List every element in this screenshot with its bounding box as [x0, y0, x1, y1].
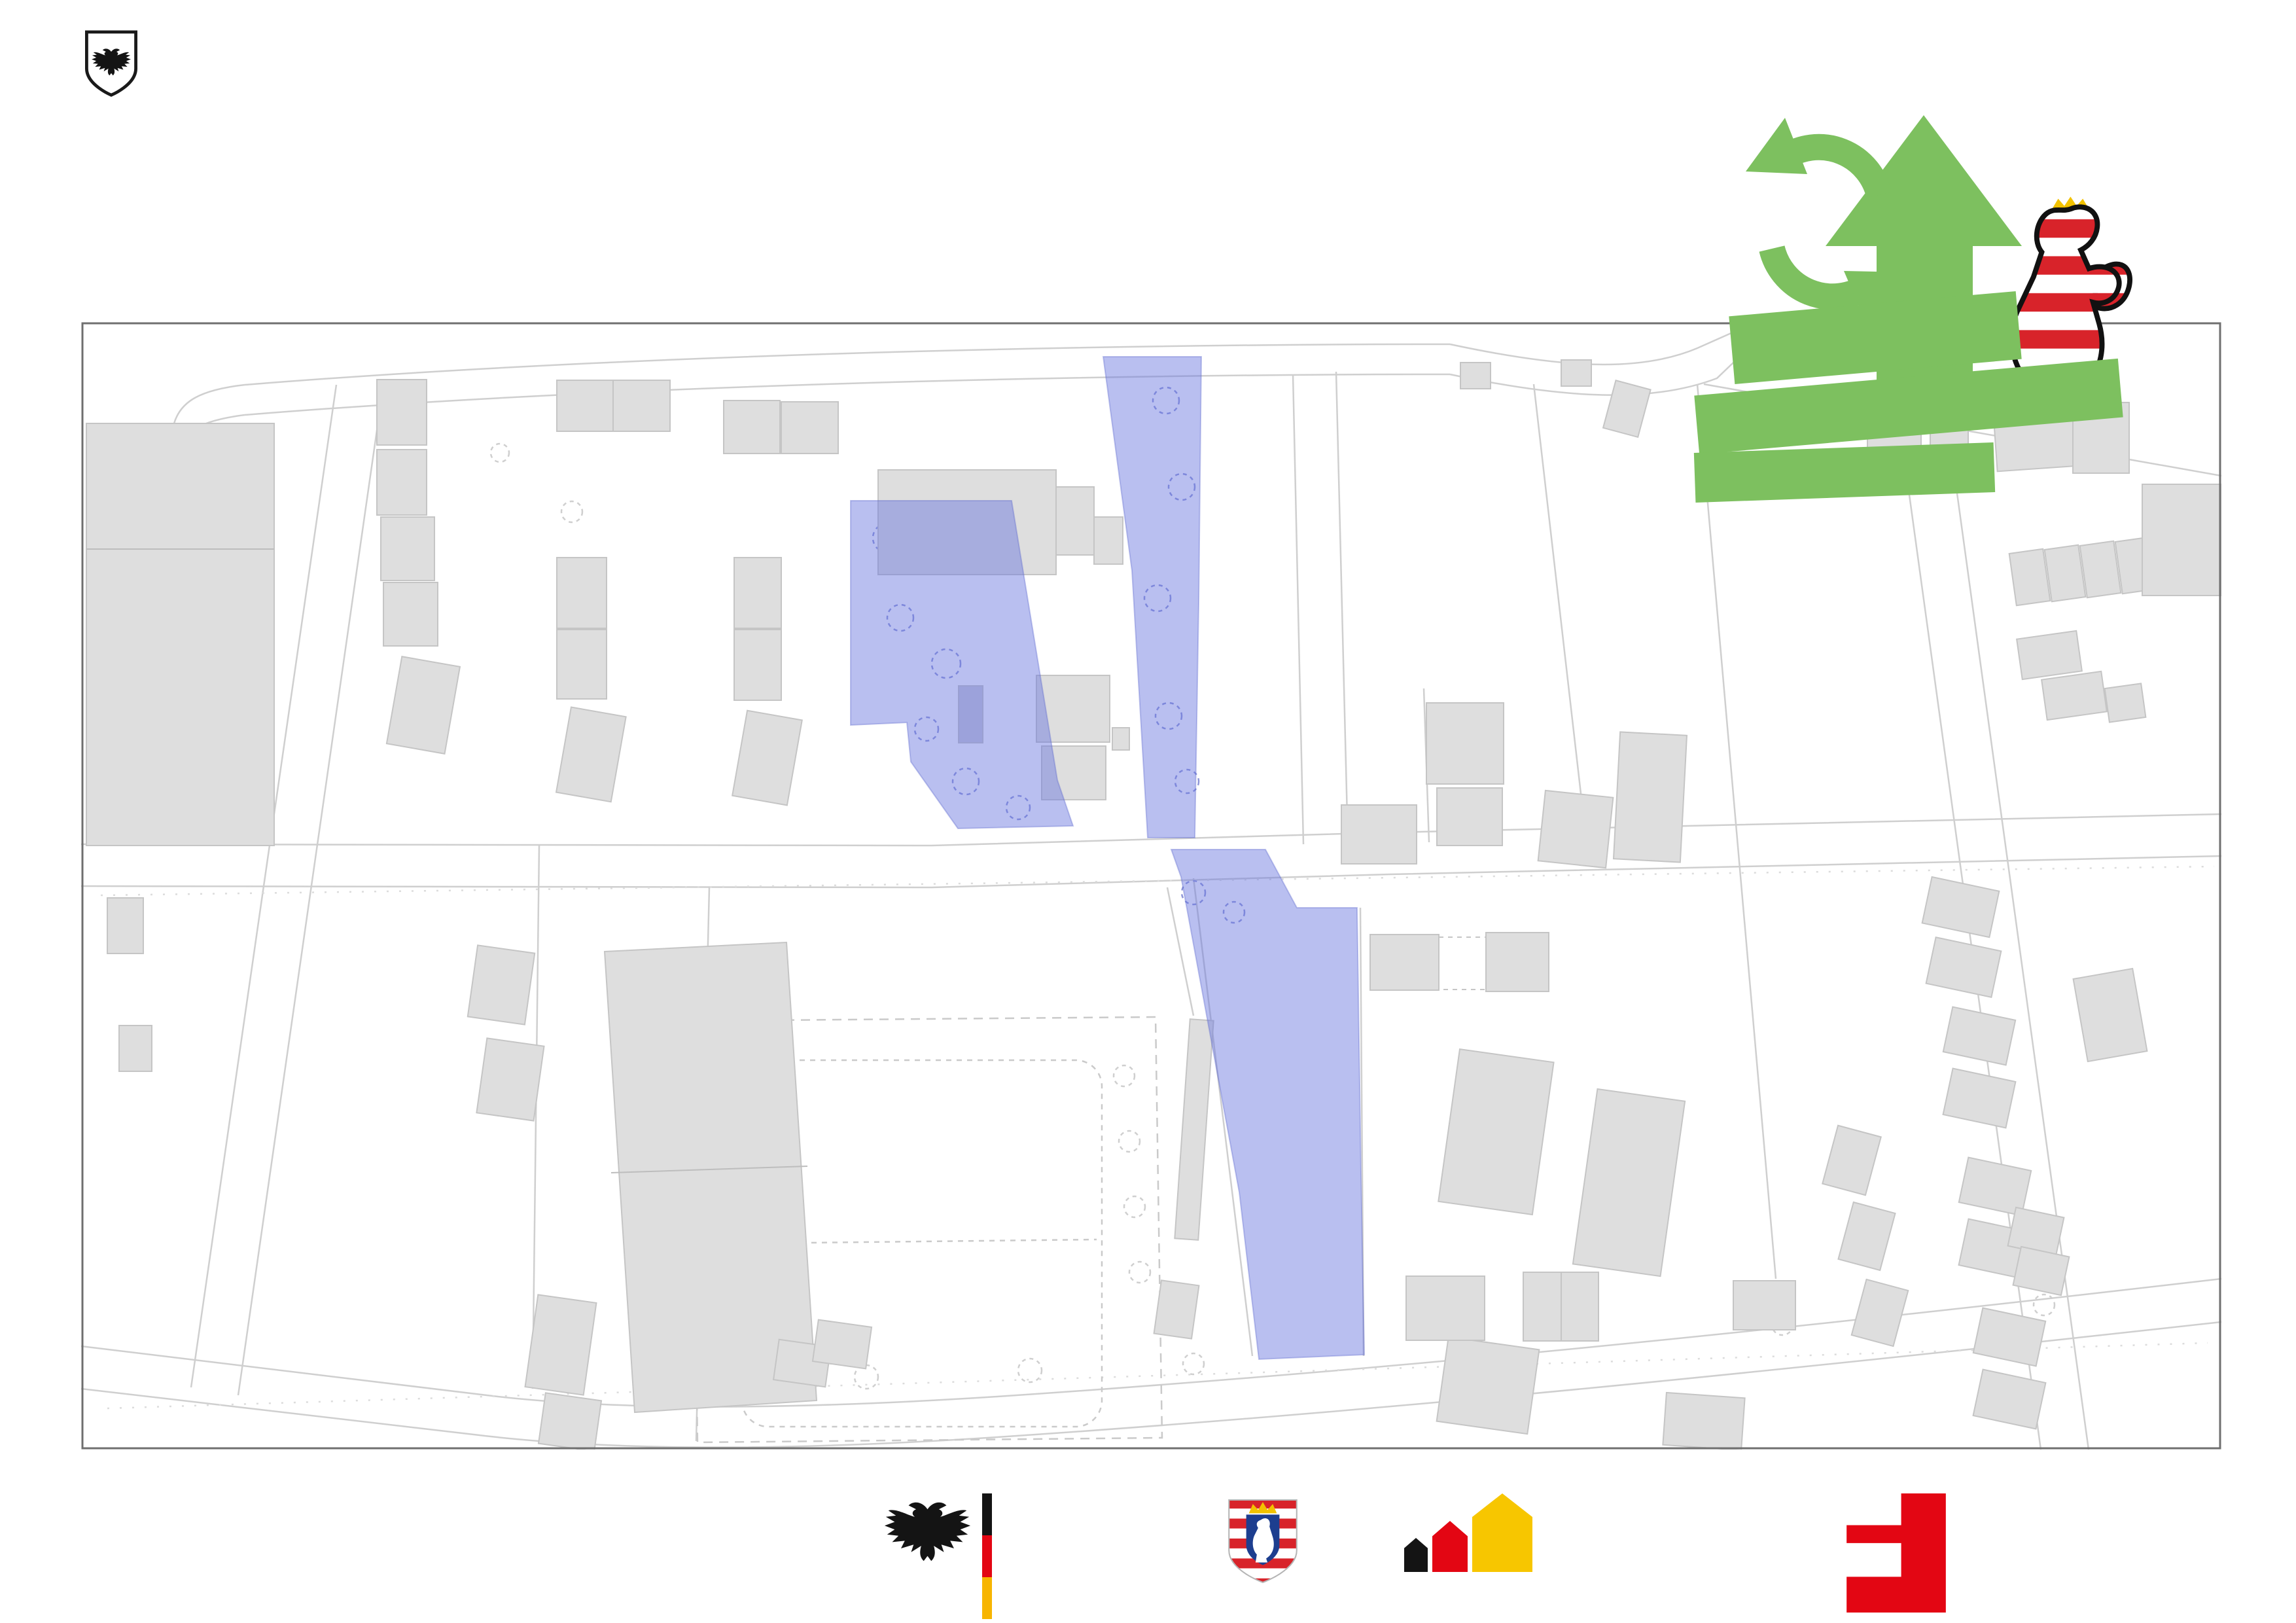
program-logo — [1695, 110, 2212, 503]
city-logo — [73, 26, 149, 105]
stadtplanungsamt-logo — [1846, 1493, 1968, 1613]
federal-eagle-icon — [883, 1499, 972, 1563]
hessen-shield-icon — [1226, 1499, 1299, 1586]
tb-overlays — [851, 357, 1364, 1359]
hessen-logo — [1225, 1493, 1336, 1590]
bmwsb-logo — [883, 1493, 1005, 1619]
program-banner-3 — [1694, 442, 1995, 503]
german-flag-stripe — [982, 1493, 992, 1619]
frankfurt-shield-icon — [82, 29, 140, 102]
stadtplanungsamt-mark-icon — [1846, 1493, 1946, 1613]
staedtebaufoerderung-logo — [1404, 1493, 1561, 1581]
houses-icon — [1404, 1493, 1561, 1572]
tb2-area — [1103, 357, 1201, 838]
